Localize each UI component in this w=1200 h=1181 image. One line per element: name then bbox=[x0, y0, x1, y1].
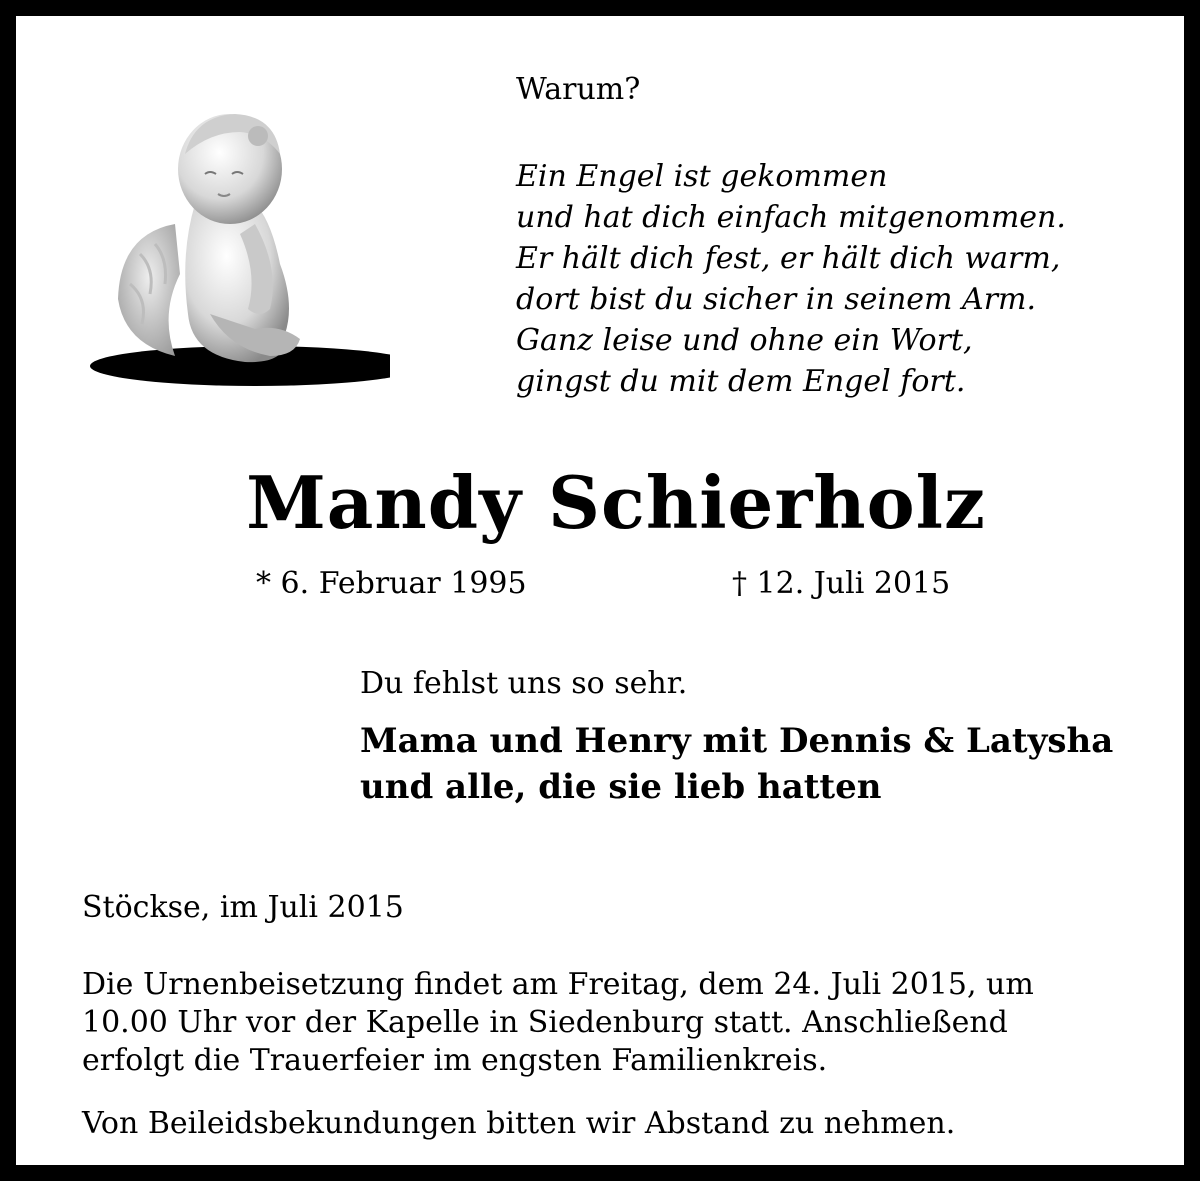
birth-date: * 6. Februar 1995 bbox=[256, 566, 527, 601]
poem-line: Ein Engel ist gekommen bbox=[516, 159, 888, 194]
burial-line: 10.00 Uhr vor der Kapelle in Siedenburg statt. Anschließend bbox=[82, 1005, 1008, 1040]
poem-line: dort bist du sicher in seinem Arm. bbox=[516, 282, 1037, 317]
poem-line: und hat dich einfach mitgenommen. bbox=[516, 200, 1066, 235]
poem bbox=[516, 156, 1066, 402]
mourner-message: Du fehlst uns so sehr. bbox=[360, 666, 688, 701]
poem-line: Ganz leise und ohne ein Wort, bbox=[516, 323, 973, 358]
poem-heading: Warum? bbox=[516, 72, 641, 107]
death-date: † 12. Juli 2015 bbox=[732, 566, 951, 601]
mourner-line: Mama und Henry mit Dennis & Latysha bbox=[360, 721, 1114, 761]
mourner-names bbox=[360, 718, 1113, 810]
angel-figurine-icon bbox=[80, 94, 390, 394]
burial-info bbox=[82, 966, 1034, 1080]
burial-line: erfolgt die Trauerfeier im engsten Familienkreis. bbox=[82, 1043, 828, 1078]
burial-line: Die Urnenbeisetzung findet am Freitag, dem 24. Juli 2015, um bbox=[82, 967, 1034, 1002]
mourner-line: und alle, die sie lieb hatten bbox=[360, 767, 882, 807]
condolence-note: Von Beileidsbekundungen bitten wir Abstand zu nehmen. bbox=[82, 1106, 956, 1141]
place-date: Stöckse, im Juli 2015 bbox=[82, 890, 404, 925]
poem-line: Er hält dich fest, er hält dich warm, bbox=[516, 241, 1061, 276]
poem-line: gingst du mit dem Engel fort. bbox=[516, 364, 966, 399]
deceased-name: Mandy Schierholz bbox=[246, 460, 986, 545]
